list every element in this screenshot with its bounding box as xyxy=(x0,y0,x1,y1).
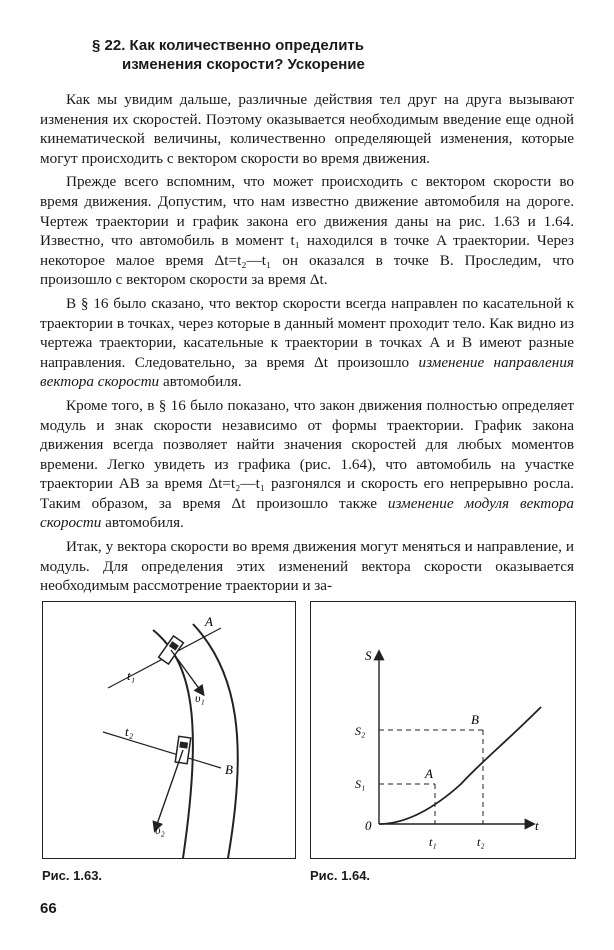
origin-label: 0 xyxy=(365,818,372,833)
paragraph-2: Прежде всего вспомним, что может происходить с вектором скорости во время движения. Допустим, что нам известно движение автомобиля на дороге. Чертеж траектории и график закона его движения даны на рис. 1.63 и 1.64. Известно, что автомобиль в момент t₁ находился в точке A траектории. Через некоторое малое время Δt=t₂—t₁ он оказался в точке B. Проследим, что произошло с вектором скорости за время Δt. xyxy=(40,173,574,289)
s2-label: S₂ xyxy=(355,724,366,738)
figure-trajectory xyxy=(42,601,296,859)
road-edge-outer xyxy=(193,624,238,858)
label-v2: υ₂ xyxy=(155,823,165,837)
paragraph-3-text-b: автомобиля. xyxy=(159,373,242,391)
label-t1: t₁ xyxy=(127,668,136,683)
velocity-vector-2 xyxy=(155,750,183,830)
paragraph-4-text-a: Кроме того, в § 16 было показано, что закон движения полностью определяет модуль и знак скорости независимо от формы траектории. График закона движения всегда позволяет найти значения скоростей для любых моментов времени. Легко увидеть из графика (рис. 1.64), что автомобиль на участке траектории AB за время Δt=t₂—t₁ разгонялся и скорость его непрерывно росла. Таким образом, за время Δt произошло также xyxy=(40,396,574,512)
axis-s-label: S xyxy=(365,648,372,663)
tangent-line-b xyxy=(103,732,221,768)
section-heading xyxy=(92,36,532,74)
body-text xyxy=(40,90,574,600)
paragraph-4-text-b: автомобиля. xyxy=(101,514,184,532)
paragraph-4 xyxy=(40,396,574,533)
label-t2: t₂ xyxy=(125,724,134,739)
paragraph-5: Итак, у вектора скорости во время движения могут меняться и направление, и модуль. Для определения этих изменений вектора скорости оказывается необходимым рассмотрение траектории и за- xyxy=(40,538,574,595)
paragraph-3-emphasis: изменение направления вектора скорости xyxy=(40,353,574,391)
paragraph-3-text-a: В § 16 было сказано, что вектор скорости всегда направлен по касательной к траектории в точках, через которые в данный момент проходит тело. Как видно из чертежа траектории, касательные к траектории в точках A и B имеют разные направления. Следовательно, за время Δt произошло xyxy=(40,294,574,371)
caption-fig-163: Рис. 1.63. xyxy=(42,868,103,883)
graph-svg xyxy=(311,602,575,858)
label-b: B xyxy=(225,762,233,777)
t2-label: t₂ xyxy=(477,835,485,849)
t1-label: t₁ xyxy=(429,835,437,849)
caption-fig-164: Рис. 1.64. xyxy=(310,868,371,883)
paragraph-1: Как мы увидим дальше, различные действия тел друг на друга вызывают изменения их скоростей. Поэтому оказывается необходимым введение еще одной кинематической величины, количественно определяющей изменения, которые могут происходить с вектором скорости во время движения. xyxy=(40,91,574,167)
point-b-label: B xyxy=(471,712,479,727)
page-number: 66 xyxy=(40,900,57,917)
heading-line-1: § 22. Как количественно определить xyxy=(92,37,364,54)
paragraph-4-emphasis: изменение модуля вектора скорости xyxy=(40,494,574,532)
s1-label: S₁ xyxy=(355,777,366,791)
label-a: A xyxy=(205,614,213,629)
axis-t-label: t xyxy=(535,818,539,833)
paragraph-3 xyxy=(40,294,574,392)
point-a-label: A xyxy=(425,766,433,781)
label-v1: υ₁ xyxy=(195,691,205,705)
figure-distance-graph xyxy=(310,601,576,859)
trajectory-svg xyxy=(43,602,295,858)
heading-line-2: изменения скорости? Ускорение xyxy=(122,56,365,73)
distance-curve xyxy=(379,707,541,824)
